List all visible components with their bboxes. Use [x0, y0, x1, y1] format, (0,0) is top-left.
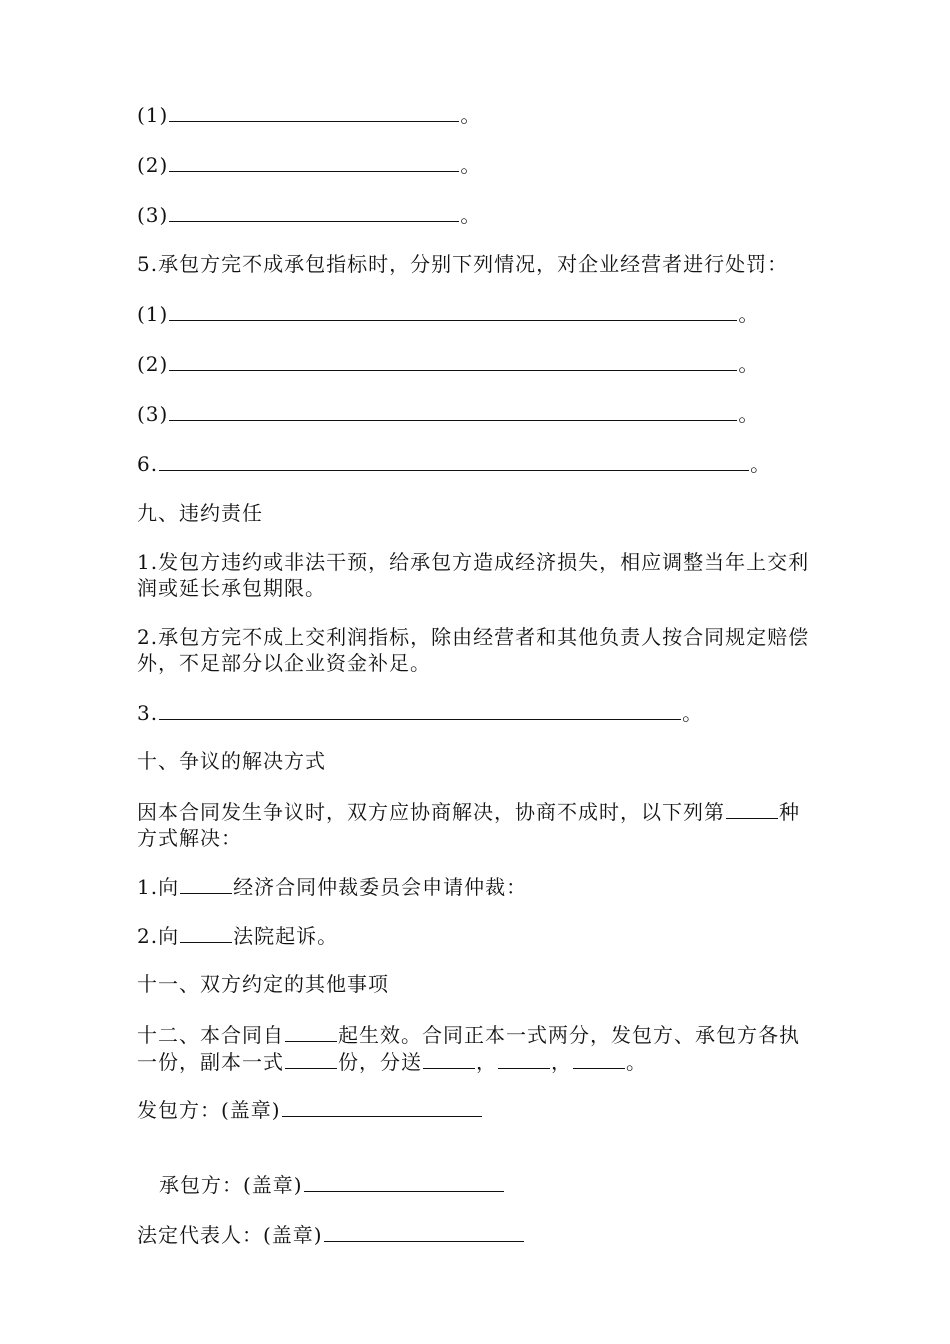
- list-a-item-3: [137, 201, 481, 228]
- item-number: (3): [137, 402, 169, 426]
- section-9-para-2: 2.承包方完不成上交利润指标，除由经营者和其他负责人按合同规定赔偿外，不足部分以企业资金补足。: [137, 625, 810, 675]
- signature-label: 承包方：(盖章): [159, 1173, 303, 1197]
- signature-label: 法定代表人：(盖章): [137, 1223, 323, 1247]
- item-number: (3): [137, 203, 169, 227]
- fill-blank[interactable]: [169, 400, 737, 421]
- item-number: (1): [137, 103, 169, 127]
- signature-party-a: [137, 1096, 483, 1123]
- item-number: 3.: [137, 701, 159, 725]
- clause-text: 十二、本合同自: [137, 1023, 284, 1047]
- item-end: 。: [738, 352, 760, 376]
- section-9-heading: 九、违约责任: [137, 501, 263, 525]
- fill-blank[interactable]: [285, 1048, 337, 1069]
- section-10-option-2: [137, 922, 338, 949]
- fill-blank[interactable]: [169, 101, 459, 122]
- signature-blank[interactable]: [324, 1221, 524, 1242]
- option-prefix: 1.向: [137, 875, 180, 899]
- item-6: [137, 450, 771, 477]
- fill-blank[interactable]: [169, 151, 459, 172]
- fill-blank[interactable]: [285, 1021, 337, 1042]
- item-end: 。: [738, 402, 760, 426]
- item-end: 。: [460, 203, 482, 227]
- signature-legal-rep: [137, 1221, 525, 1248]
- list-b-item-1: [137, 300, 759, 327]
- clause-end: 。: [626, 1050, 647, 1074]
- item-end: 。: [460, 103, 482, 127]
- option-prefix: 2.向: [137, 924, 180, 948]
- separator: ，: [476, 1050, 497, 1074]
- section-10-heading: 十、争议的解决方式: [137, 749, 326, 773]
- item-end: 。: [682, 701, 704, 725]
- item-end: 。: [750, 452, 772, 476]
- section-12-para: [137, 1021, 817, 1075]
- item-end: 。: [738, 302, 760, 326]
- section-11-heading: 十一、双方约定的其他事项: [137, 972, 389, 996]
- fill-blank[interactable]: [180, 873, 232, 894]
- section-10-option-1: [137, 873, 527, 900]
- fill-blank[interactable]: [169, 300, 737, 321]
- fill-blank[interactable]: [169, 350, 737, 371]
- item-number: (2): [137, 153, 169, 177]
- item-number: (2): [137, 352, 169, 376]
- fill-blank[interactable]: [726, 798, 778, 819]
- clause-text: 起生效。合同正本一式两分，发包方、承包方各执一份，副本一式: [137, 1023, 800, 1074]
- section-9-para-1: 1.发包方违约或非法干预，给承包方造成经济损失，相应调整当年上交利润或延长承包期限。: [137, 550, 810, 600]
- intro-text: 因本合同发生争议时，双方应协商解决，协商不成时，以下列第: [137, 800, 725, 824]
- fill-blank[interactable]: [423, 1048, 475, 1069]
- option-text: 经济合同仲裁委员会申请仲裁：: [233, 875, 528, 899]
- option-text: 法院起诉。: [233, 924, 339, 948]
- clause-text: 份，分送: [338, 1050, 422, 1074]
- fill-blank[interactable]: [498, 1048, 550, 1069]
- section-9-item-3: [137, 699, 703, 726]
- item-number: 6.: [137, 452, 159, 476]
- fill-blank[interactable]: [159, 699, 681, 720]
- intro-text-end: 种方式解决：: [137, 800, 800, 850]
- fill-blank[interactable]: [169, 201, 459, 222]
- section-10-intro: [137, 798, 817, 851]
- item-end: 。: [460, 153, 482, 177]
- fill-blank[interactable]: [159, 450, 749, 471]
- signature-blank[interactable]: [282, 1096, 482, 1117]
- signature-label: 发包方：(盖章): [137, 1098, 281, 1122]
- list-b-item-2: [137, 350, 759, 377]
- list-b-item-3: [137, 400, 759, 427]
- fill-blank[interactable]: [180, 922, 232, 943]
- list-a-item-2: [137, 151, 481, 178]
- item-number: (1): [137, 302, 169, 326]
- fill-blank[interactable]: [573, 1048, 625, 1069]
- list-a-item-1: [137, 101, 481, 128]
- signature-blank[interactable]: [304, 1171, 504, 1192]
- signature-party-b: [159, 1171, 505, 1198]
- separator: ，: [551, 1050, 572, 1074]
- item-5-text: 5.承包方完不成承包指标时，分别下列情况，对企业经营者进行处罚：: [137, 252, 789, 276]
